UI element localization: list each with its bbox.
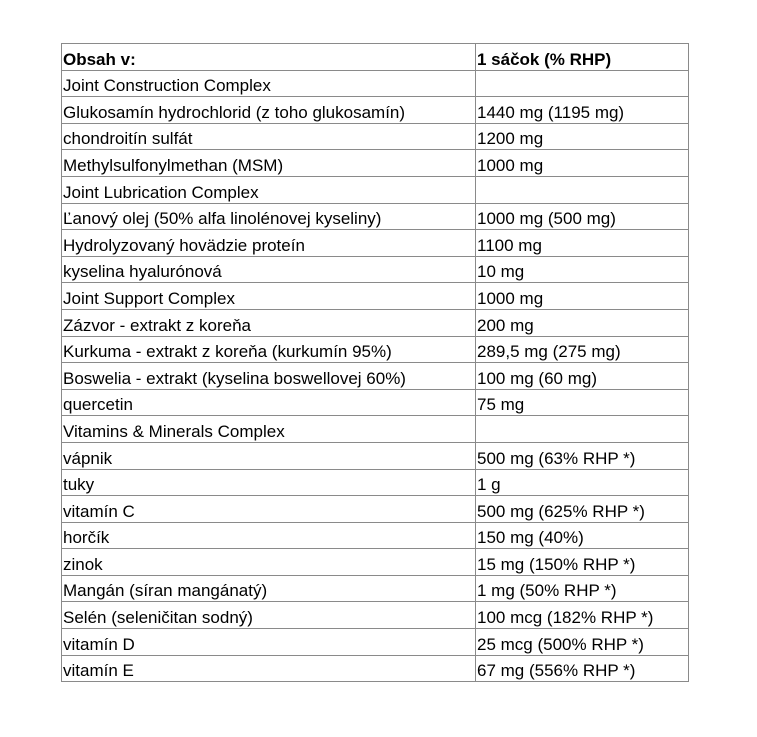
ingredient-cell: Joint Construction Complex — [62, 70, 476, 97]
amount-cell — [476, 416, 689, 443]
ingredient-cell: quercetin — [62, 389, 476, 416]
amount-cell: 1000 mg — [476, 283, 689, 310]
amount-cell: 1200 mg — [476, 123, 689, 150]
table-row — [62, 389, 689, 416]
ingredient-cell: Mangán (síran mangánatý) — [62, 575, 476, 602]
ingredient-cell: Joint Support Complex — [62, 283, 476, 310]
amount-cell: 1 g — [476, 469, 689, 496]
table-row — [62, 442, 689, 469]
ingredient-cell: tuky — [62, 469, 476, 496]
ingredient-cell: Boswelia - extrakt (kyselina boswellovej 60%) — [62, 363, 476, 390]
table-row — [62, 522, 689, 549]
amount-cell: 100 mcg (182% RHP *) — [476, 602, 689, 629]
table-row — [62, 203, 689, 230]
ingredient-cell: Joint Lubrication Complex — [62, 176, 476, 203]
nutrition-table — [61, 43, 689, 682]
ingredient-cell: horčík — [62, 522, 476, 549]
amount-cell: 1100 mg — [476, 230, 689, 257]
amount-cell: 150 mg (40%) — [476, 522, 689, 549]
amount-cell: 289,5 mg (275 mg) — [476, 336, 689, 363]
ingredient-cell: Glukosamín hydrochlorid (z toho glukosamín) — [62, 97, 476, 124]
table-row — [62, 97, 689, 124]
amount-cell: 10 mg — [476, 256, 689, 283]
ingredient-cell: Zázvor - extrakt z koreňa — [62, 309, 476, 336]
ingredient-cell: Methylsulfonylmethan (MSM) — [62, 150, 476, 177]
amount-cell — [476, 70, 689, 97]
amount-cell: 1000 mg — [476, 150, 689, 177]
ingredient-cell: vitamín E — [62, 655, 476, 682]
ingredient-cell: kyselina hyalurónová — [62, 256, 476, 283]
header-amount: 1 sáčok (% RHP) — [476, 44, 689, 71]
table-row — [62, 549, 689, 576]
table-row — [62, 230, 689, 257]
ingredient-cell: vitamín D — [62, 629, 476, 656]
table-row — [62, 123, 689, 150]
table-row — [62, 283, 689, 310]
amount-cell: 500 mg (63% RHP *) — [476, 442, 689, 469]
amount-cell — [476, 176, 689, 203]
table-row — [62, 416, 689, 443]
table-row — [62, 469, 689, 496]
amount-cell: 1000 mg (500 mg) — [476, 203, 689, 230]
table-row — [62, 309, 689, 336]
ingredient-cell: vápnik — [62, 442, 476, 469]
ingredient-cell: Hydrolyzovaný hovädzie proteín — [62, 230, 476, 257]
ingredient-cell: Kurkuma - extrakt z koreňa (kurkumín 95%) — [62, 336, 476, 363]
table-row — [62, 70, 689, 97]
header-row — [62, 44, 689, 71]
table-row — [62, 496, 689, 523]
ingredient-cell: vitamín C — [62, 496, 476, 523]
table-row — [62, 176, 689, 203]
amount-cell: 1440 mg (1195 mg) — [476, 97, 689, 124]
amount-cell: 67 mg (556% RHP *) — [476, 655, 689, 682]
amount-cell: 25 mcg (500% RHP *) — [476, 629, 689, 656]
table-row — [62, 336, 689, 363]
table-body — [62, 70, 689, 682]
ingredient-cell: Ľanový olej (50% alfa linolénovej kyseliny) — [62, 203, 476, 230]
table-row — [62, 256, 689, 283]
amount-cell: 200 mg — [476, 309, 689, 336]
table-row — [62, 629, 689, 656]
amount-cell: 500 mg (625% RHP *) — [476, 496, 689, 523]
amount-cell: 100 mg (60 mg) — [476, 363, 689, 390]
table-row — [62, 150, 689, 177]
amount-cell: 15 mg (150% RHP *) — [476, 549, 689, 576]
ingredient-cell: chondroitín sulfát — [62, 123, 476, 150]
amount-cell: 1 mg (50% RHP *) — [476, 575, 689, 602]
header-ingredient: Obsah v: — [62, 44, 476, 71]
table-row — [62, 575, 689, 602]
table-row — [62, 655, 689, 682]
ingredient-cell: Vitamins & Minerals Complex — [62, 416, 476, 443]
ingredient-cell: Selén (seleničitan sodný) — [62, 602, 476, 629]
table-row — [62, 363, 689, 390]
amount-cell: 75 mg — [476, 389, 689, 416]
table-row — [62, 602, 689, 629]
ingredient-cell: zinok — [62, 549, 476, 576]
